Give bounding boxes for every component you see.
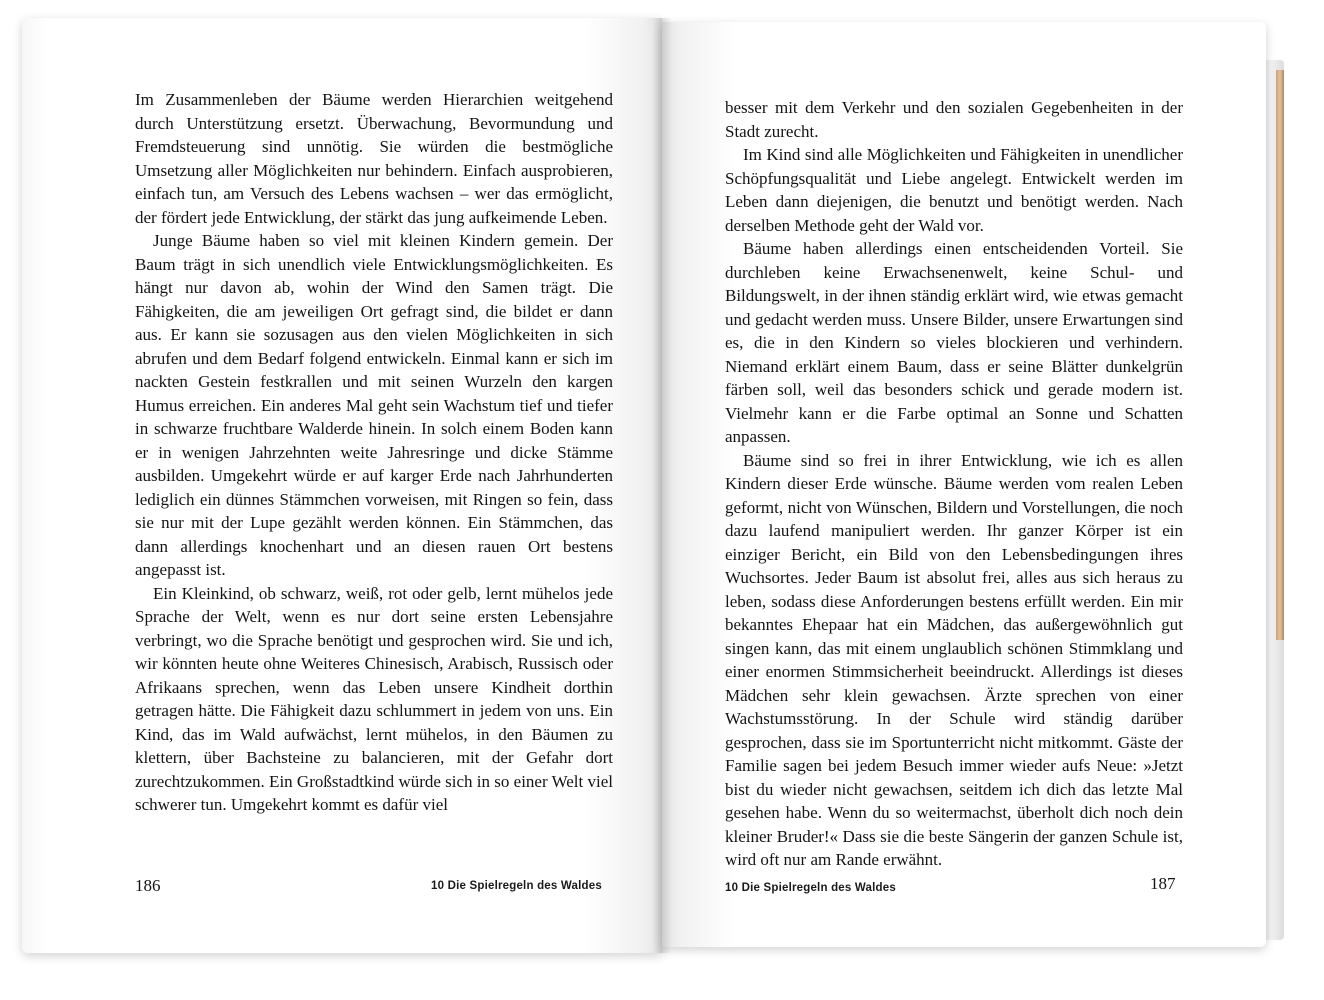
left-page-number: 186 xyxy=(135,876,161,895)
right-page-body xyxy=(725,96,1183,872)
cover-edge xyxy=(1276,70,1284,640)
right-paragraph-2: Im Kind sind alle Möglichkeiten und Fähigkeiten in unendlicher Schöpfungsqualität und Liebe angelegt. Entwickelt werden im Leben dann diejenigen, die benutzt und benötigt werden. Nach derselben Methode geht der Wald vor. xyxy=(725,145,1183,235)
right-running-head: 10 Die Spielregeln des Waldes xyxy=(725,882,896,894)
left-page-body xyxy=(135,88,613,817)
left-running-head: 10 Die Spielregeln des Waldes xyxy=(431,880,602,892)
left-paragraph-3: Ein Kleinkind, ob schwarz, weiß, rot oder gelb, lernt mühelos jede Sprache der Welt, wenn es nur dort seine ersten Lebensjahre verbringt, wo die Sprache benötigt und gesprochen wird. Sie und ich, wir könnten heute ohne Weiteres Chinesisch, Arabisch, Russisch oder Afrikaans sprechen, wenn das Leben unsere Kindheit dorthin getragen hätte. Die Fähigkeit dazu schlummert in jedem von uns. Ein Kind, das im Wald aufwächst, lernt mühelos, in den Bäumen zu klettern, über Bachsteine zu balancieren, mit der Gefahr dort zurechtzukommen. Ein Großstadtkind würde sich in so einer Welt viel schwerer tun. Umgekehrt kommt es dafür viel xyxy=(135,583,613,814)
right-paragraph-3: Bäume haben allerdings einen entscheidenden Vorteil. Sie durchleben keine Erwachsenenwelt, keine Schul- und Bildungswelt, in der ihnen ständig erklärt wird, wie etwas gemacht und gedacht werden muss. Unsere Bilder, unsere Erwartungen sind es, die in den Kindern so vieles blockieren und verhindern. Niemand erklärt einem Baum, dass er seine Blätter dunkelgrün färben soll, weil das besonders schick und gerade modern ist. Vielmehr kann er die Farbe optimal an Sonne und Schatten anpassen. xyxy=(725,239,1183,446)
book-gutter-shadow xyxy=(652,18,672,953)
right-paragraph-4: Bäume sind so frei in ihrer Entwicklung, wie ich es allen Kindern dieser Erde wünsche. Bäume werden vom realen Leben geformt, nicht von Wünschen, Bildern und Vorstellungen, die noch dazu laufend manipuliert werden. Ihr ganzer Körper ist ein einziger Bericht, ein Bild von den Lebensbedingungen ihres Wuchsortes. Jeder Baum ist absolut frei, alles aus sich heraus zu leben, sodass diese Anforderungen bestens erfüllt werden. Ein mir bekanntes Ehepaar hat ein Mädchen, das außergewöhnlich gut singen kann, das mit einem unglaublich schönen Stimmklang und einer enormen Stimmsicherheit beeindruckt. Allerdings ist dieses Mädchen sehr klein gewachsen. Ärzte sprechen von einer Wachstumsstörung. In der Schule wird ständig darüber gesprochen, dass sie im Sportunterricht nicht mitkommt. Gäste der Familie sagen bei jedem Besuch immer wieder aufs Neue: »Jetzt bist du wieder nicht gewachsen, seitdem ich dich das letzte Mal gesehen habe. Wenn du so weitermachst, überholt dich noch dein kleiner Bruder!« Dass sie die beste Sängerin der ganzen Schule ist, wird oft nur am Rande erwähnt. xyxy=(725,450,1183,869)
left-paragraph-2: Junge Bäume haben so viel mit kleinen Kindern gemein. Der Baum trägt in sich unendlich viele Entwicklungsmöglichkeiten. Es hängt nur davon ab, wohin der Wind den Samen trägt. Die Fähigkeiten, die am jeweiligen Ort gefragt sind, die bildet er dann aus. Er kann sie sozusagen aus den vielen Möglichkeiten in sich abrufen und dem Bedarf folgend entwickeln. Einmal kann er sich im nackten Gestein festkrallen und mit seinen Wurzeln den kargen Humus erreichen. Ein anderes Mal geht sein Wachstum tief und tiefer in schwarze fruchtbare Walderde hinein. In solch einem Boden kann er in wenigen Jahrzehnten weite Jahresringe und dicke Stämme ausbilden. Umgekehrt würde er auf karger Erde nach Jahrhunderten lediglich ein dünnes Stämmchen vorweisen, mit Ringen so fein, dass sie nur mit der Lupe gezählt werden können. Ein Stämmchen, das dann allerdings knochenhart und an diesen rauen Ort bestens angepasst ist. xyxy=(135,231,613,579)
right-page-number: 187 xyxy=(1150,874,1176,893)
right-paragraph-1: besser mit dem Verkehr und den sozialen Gegebenheiten in der Stadt zurecht. xyxy=(725,98,1183,141)
left-paragraph-1: Im Zusammenleben der Bäume werden Hierarchien weitgehend durch Unterstützung ersetzt. Überwachung, Bevormundung und Fremdsteuerung sind unnötig. Sie würden die bestmögliche Umsetzung aller Möglichkeiten nur behindern. Einfach ausprobieren, einfach tun, am Versuch des Lebens wachsen – wer das ermöglicht, der fördert jede Entwicklung, der stärkt das jung aufkeimende Leben. xyxy=(135,90,613,227)
left-page xyxy=(22,18,662,953)
right-page xyxy=(662,22,1266,947)
